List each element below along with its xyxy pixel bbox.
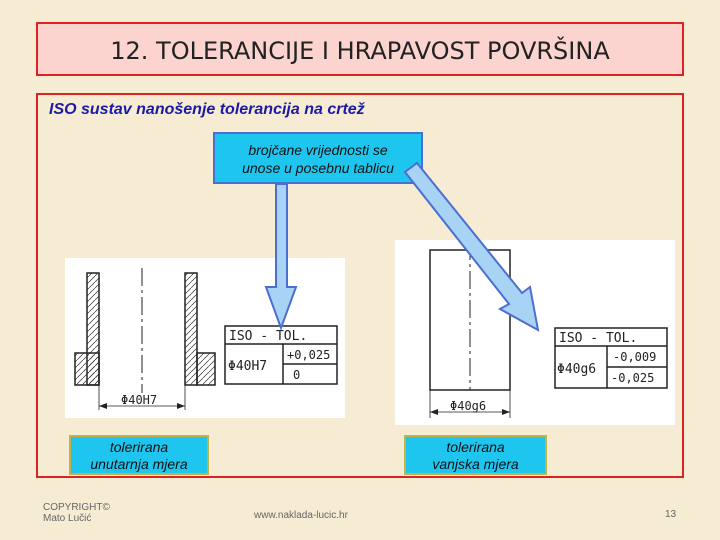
down-arrow	[266, 184, 296, 328]
right-table-label: Φ40g6	[557, 362, 597, 377]
callout-line-1: brojčane vrijednosti se	[248, 142, 388, 158]
diagonal-arrow	[405, 163, 538, 330]
slide-title: 12. TOLERANCIJE I HRAPAVOST POVRŠINA	[110, 37, 610, 65]
footer-copyright-line-1: COPYRIGHT©	[43, 502, 110, 513]
left-table-label: Φ40H7	[228, 359, 268, 374]
right-upper-deviation: -0,009	[613, 350, 657, 364]
label-internal-line-2: unutarnja mjera	[90, 456, 188, 472]
label-external-line-2: vanjska mjera	[432, 456, 519, 472]
footer-copyright	[43, 502, 110, 524]
footer-url: www.naklada-lucic.hr	[254, 510, 348, 521]
right-lower-deviation: -0,025	[611, 371, 655, 385]
slide-subtitle: ISO sustav nanošenje tolerancija na crtež	[49, 101, 365, 118]
footer-copyright-line-2: Mato Lučić	[43, 513, 92, 524]
label-internal-dimension	[69, 435, 209, 475]
label-internal-line-1: tolerirana	[109, 439, 169, 455]
page-number: 13	[665, 509, 677, 520]
right-table-header: ISO - TOL.	[559, 331, 638, 346]
left-upper-deviation: +0,025	[287, 348, 331, 362]
right-dimension: Φ40g6	[450, 399, 487, 413]
callout-line-2: unose u posebnu tablicu	[242, 160, 394, 176]
label-external-dimension	[404, 435, 547, 475]
left-table-header: ISO - TOL.	[229, 329, 308, 344]
left-lower-deviation: 0	[293, 368, 301, 382]
label-external-line-1: tolerirana	[446, 439, 505, 455]
left-dimension: Φ40H7	[121, 393, 158, 407]
